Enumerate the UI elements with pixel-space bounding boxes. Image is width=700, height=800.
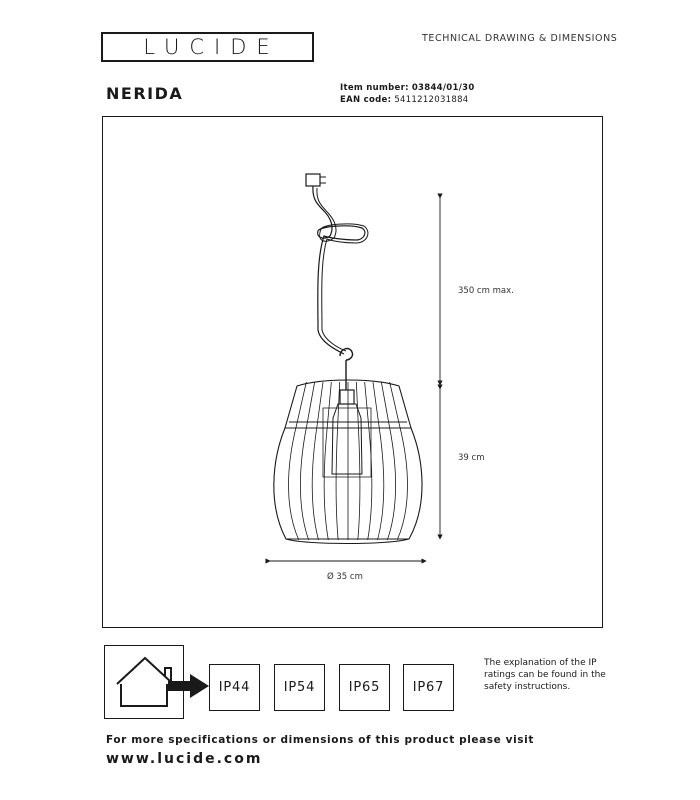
cable-length-label: 350 cm max.	[458, 286, 514, 296]
lamp-socket	[340, 390, 354, 404]
lamp-height-label: 39 cm	[458, 453, 485, 463]
cable-hook	[340, 349, 353, 360]
product-name: NERIDA	[106, 84, 184, 103]
ip65-box: IP65	[339, 664, 390, 711]
ip67-box: IP67	[403, 664, 454, 711]
shade-ribs	[288, 382, 407, 540]
shade-rib	[312, 382, 323, 540]
lamp-diameter-label: Ø 35 cm	[327, 572, 363, 582]
ean-label: EAN code:	[340, 95, 392, 105]
ean-value: 5411212031884	[394, 95, 469, 105]
shade-rib	[381, 382, 395, 540]
ip44-box: IP44	[209, 664, 260, 711]
shade-rib	[373, 382, 384, 540]
item-number-value: 03844/01/30	[411, 83, 475, 93]
power-cable	[313, 186, 365, 354]
ip-explanation-note: The explanation of the IP ratings can be found in the safety instructions.	[484, 658, 606, 692]
shade-rib	[300, 382, 314, 540]
ip54-box: IP54	[274, 664, 325, 711]
website-link[interactable]: www.lucide.com	[106, 751, 263, 767]
plug-icon	[306, 174, 326, 186]
document-title: TECHNICAL DRAWING & DIMENSIONS	[422, 33, 618, 44]
item-number-label: Item number:	[340, 83, 409, 93]
footer-text: For more specifications or dimensions of this product please visit	[106, 734, 534, 746]
shade-rib	[324, 382, 331, 540]
brand-logo: LUCIDE	[101, 32, 314, 62]
arrow-right-icon	[168, 673, 210, 699]
